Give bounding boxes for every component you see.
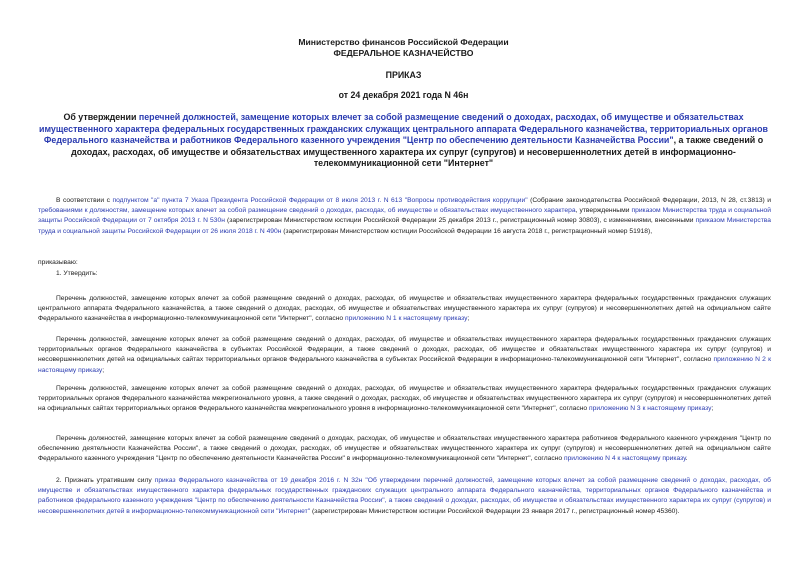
link-order-530n[interactable]: приказом Министерства труда и социальной защиты Российской Федерации от 7 октября 2013 г. N 530н: [38, 207, 771, 225]
document-date: от 24 декабря 2021 года N 46н: [338, 90, 469, 100]
link-appendix-3[interactable]: приложению N 3 к настоящему приказу: [589, 405, 712, 413]
ministry-name: Министерство финансов Российской Федерации: [298, 37, 509, 47]
list-3-end: ;: [711, 405, 714, 413]
link-appendix-4[interactable]: приложению N 4 к настоящему приказу: [563, 455, 686, 463]
list-4-end: .: [685, 455, 688, 463]
link-decree-613[interactable]: подпунктом "а" пункта 7 Указа Президента Российской Федерации от 8 июля 2013 г. N 613 "Вопросы противодействия коррупции": [112, 197, 528, 204]
paragraph-list-3: [38, 384, 771, 415]
list-2-text: Перечень должностей, замещение которых влечет за собой размещение сведений о доходах, расходах, об имуществе и обязательствах имущественного характера федеральных государственных гражданских служащих территориальных органов Федерального казначейства в субъектах Российской Федерации, а также сведений о доходах, расходах, об имуществе и обязательствах имущественного характера их супруг (супругов) и несовершеннолетних детей на официальных сайтах территориальных органов Федерального казначейства в субъектах Российской Федерации в информационно-телекоммуникационной сети "Интернет", согласно: [38, 336, 771, 364]
link-appendix-1[interactable]: приложению N 1 к настоящему приказу: [345, 315, 468, 323]
list-2-end: ;: [102, 366, 105, 374]
link-order-490n[interactable]: приказом Министерства труда и социальной защиты Российской Федерации от 26 июля 2018 г. N 490н: [38, 217, 771, 235]
preamble-text-4: (зарегистрирован Министерством юстиции Российской Федерации 25 декабря 2013 г., регистрационный номер 30803), с изменениями, внесенными: [224, 217, 696, 225]
paragraph-list-4: [38, 434, 771, 465]
list-4-text: Перечень должностей, замещение которых влечет за собой размещение сведений о доходах, расходах, об имуществе и обязательствах имущественного характера работников Федерального казенного учреждения "Центр по обеспечению деятельности Казначейства России", а также сведений о доходах, расходах, об имуществе и обязательствах имущественного характера их супруг (супругов) и несовершеннолетних детей на официальном сайте Федерального казенного учреждения "Центр по обеспечению деятельности Казначейства России" в информационно-телекоммуникационной сети "Интернет", согласно: [38, 435, 771, 463]
preamble-text-3: , утвержденными: [575, 207, 632, 215]
preamble-text-1: В соответствии с: [56, 197, 113, 204]
title-link[interactable]: перечней должностей, замещение которых влечет за собой размещение сведений о доходах, расходах, об имуществе и обязательствах имущественного характера федеральных государственных гражданских служащих центрального аппарата Федерального казначейства, территориальных органов Федерального казначейства и работников Федерального казенного учреждения "Центр по обеспечению деятельности Казначейства России": [39, 112, 768, 146]
paragraph-list-2: [38, 335, 771, 376]
title-suffix: , а также сведений о доходах, расходах, об имуществе и обязательствах имущественного характера их супруг (супругов) и несовершеннолетних детей в информационно-телекоммуникационной сети "Интернет": [71, 135, 764, 169]
paragraph-list-1: [38, 294, 771, 325]
link-appendix-2[interactable]: приложению N 2 к настоящему приказу: [38, 356, 771, 374]
list-3-text: Перечень должностей, замещение которых влечет за собой размещение сведений о доходах, расходах, об имуществе и обязательствах имущественного характера федеральных государственных гражданских служащих территориальных органов Федерального казначейства межрегионального уровня, а также сведений о доходах, расходах, об имуществе и обязательствах имущественного характера их супруг (супругов) и несовершеннолетних детей на официальных сайтах территориальных органов Федерального казначейства межрегионального уровня в информационно-телекоммуникационной сети "Интернет", согласно: [38, 385, 771, 413]
paragraph-order: приказываю:: [38, 259, 78, 266]
preamble-text-5: (зарегистрирован Министерством юстиции Российской Федерации 16 августа 2018 г., регистрационный номер 51918),: [281, 227, 653, 235]
preamble-text-2: (Собрание законодательства Российской Федерации, 2013, N 28, ст.3813) и: [527, 197, 772, 204]
document-title: [30, 112, 777, 170]
paragraph-item-2: [38, 476, 771, 517]
link-order-32n[interactable]: приказ Федерального казначейства от 19 декабря 2016 г. N 32н "Об утверждении перечней должностей, замещение которых влечет за собой размещение сведений о доходах, расходах, об имуществе и обязательствах имущественного характера федеральных государственных гражданских служащих центрального аппарата Федерального казначейства, территориальных органов Федерального казначейства и работников федерального казенного учреждения "Центр по обеспечению деятельности Казначейства России", а также сведений о доходах, расходах, об имуществе и обязательствах имущественного характера их супруг (супругов) и несовершеннолетних детей в информационно-телекоммуникационной сети "Интернет": [38, 477, 771, 515]
item-2-text-2: (зарегистрирован Министерством юстиции Российской Федерации 23 января 2017 г., регистрационный номер 45360).: [310, 507, 680, 515]
title-prefix: Об утверждении: [63, 112, 139, 122]
link-requirements[interactable]: требованиями к должностям, замещение которых влечет за собой размещение сведений о доходах, расходах, об имуществе и обязательствах имущественного характера: [38, 207, 576, 215]
document-type: ПРИКАЗ: [385, 70, 422, 80]
list-1-text: Перечень должностей, замещение которых влечет за собой размещение сведений о доходах, расходах, об имуществе и обязательствах имущественного характера федеральных государственных гражданских служащих центрального аппарата Федерального казначейства, а также сведений о доходах, расходах, об имуществе и обязательствах имущественного характера их супруг (супругов) и несовершеннолетних детей на официальном сайте Федерального казначейства в информационно-телекоммуникационной сети "Интернет", согласно: [38, 295, 771, 323]
list-1-end: ;: [467, 315, 470, 323]
paragraph-preamble: [38, 196, 771, 237]
paragraph-item-1: 1. Утвердить:: [56, 270, 98, 277]
agency-name: ФЕДЕРАЛЬНОЕ КАЗНАЧЕЙСТВО: [333, 48, 474, 58]
item-2-text-1: 2. Признать утратившим силу: [56, 477, 155, 484]
